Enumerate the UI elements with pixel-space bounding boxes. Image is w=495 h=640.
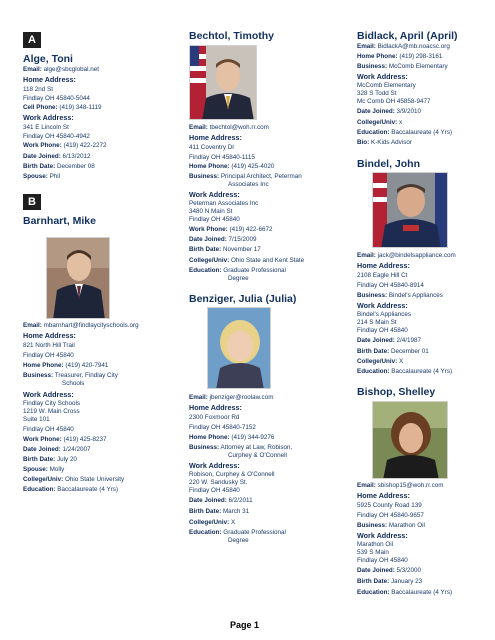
birth-date-row: Birth Date: November 17: [189, 246, 261, 253]
work-line-1: Robison, Curphey & O'Connell: [189, 471, 275, 478]
business-row: Business: Treasurer, Findlay City: [23, 372, 118, 379]
college-row: College/Univ: X: [357, 358, 404, 365]
birth-date-row: Birth Date: March 31: [189, 508, 250, 515]
member-photo-bindel: [372, 172, 448, 248]
section-letter-b: B: [23, 192, 41, 210]
section-letter-a: A: [23, 30, 41, 48]
email-row: Email: tbechtol@woh.rr.com: [189, 124, 269, 131]
home-line-1: 411 Coventry Dr: [189, 144, 235, 151]
date-joined-row: Date Joined: 6/13/2012: [23, 153, 91, 160]
email-value[interactable]: tbechtol@woh.rr.com: [209, 124, 269, 131]
education-row: Education: Baccalaureate (4 Yrs): [23, 486, 119, 493]
portrait-man-suit-icon: [47, 238, 110, 319]
work-line-3: Findlay OH 45840: [357, 557, 408, 564]
home-line-1: 2300 Foxmoor Rd: [189, 414, 240, 421]
home-line-2: Findlay OH 45840-9657: [357, 512, 424, 519]
work-line-2: 214 S Main St: [357, 319, 397, 326]
education-row-cont: Degree: [228, 537, 249, 544]
spouse-row: Spouse: Phil: [23, 173, 61, 180]
education-row: Education: Graduate Professional: [189, 529, 286, 536]
email-value[interactable]: BidlackA@mb.noacsc.org: [377, 43, 450, 50]
member-name-bishop: Bishop, Shelley: [357, 386, 436, 398]
member-name-barnhart: Barnhart, Mike: [23, 215, 96, 227]
email-value[interactable]: alge@sbcglobal.net: [43, 66, 100, 73]
business-row: Business: Marathon Oil: [357, 522, 425, 529]
birth-date-row: Birth Date: July 20: [23, 456, 77, 463]
work-address-header: Work Address:: [189, 461, 240, 470]
education-row: Education: Baccalaureate (4 Yrs): [357, 589, 453, 596]
education-row: Education: Baccalaureate (4 Yrs): [357, 129, 453, 136]
work-address-header: Work Address:: [23, 390, 74, 399]
date-joined-row: Date Joined: 1/24/2007: [23, 446, 91, 453]
business-row: Business: Attorney at Law, Robison,: [189, 444, 293, 451]
member-photo-bishop: [372, 401, 448, 479]
work-line-2: Findlay OH 45840-4942: [23, 133, 90, 140]
portrait-woman-outdoor-icon: [373, 402, 448, 479]
work-line-1: Marathon Oil: [357, 541, 394, 548]
work-line-1: Findlay City Schools: [23, 400, 81, 407]
home-line-1: 2108 Eagle Hill Ct: [357, 272, 408, 279]
home-address-header: Home Address:: [357, 261, 410, 270]
member-photo-benziger: [207, 307, 271, 389]
home-phone-row: Home Phone: (419) 298-3161: [357, 53, 443, 60]
member-name-benziger: Benziger, Julia (Julia): [189, 293, 297, 305]
work-address-header: Work Address:: [357, 72, 408, 81]
college-row: College/Univ: X: [189, 519, 236, 526]
email-value[interactable]: sbishop15@woh.rr.com: [377, 482, 444, 489]
work-line-4: Findlay OH 45840: [23, 426, 74, 433]
home-line-2: Findlay OH 45840: [23, 352, 74, 359]
email-value[interactable]: jack@bindelsappliance.com: [377, 252, 456, 259]
email-value[interactable]: mbarnhart@findlaycityschools.org: [43, 322, 139, 329]
email-value[interactable]: jbenziger@roolaw.com: [209, 394, 274, 401]
business-row-cont: Curphey & O'Connell: [228, 452, 287, 459]
education-row: Education: Baccalaureate (4 Yrs): [357, 368, 453, 375]
date-joined-row: Date Joined: 3/9/2010: [357, 108, 422, 115]
email-row: Email: BidlackA@mb.noacsc.org: [357, 43, 450, 50]
page-number: Page 1: [230, 620, 260, 630]
education-row: Education: Graduate Professional: [189, 267, 286, 274]
email-row: Email: jack@bindelsappliance.com: [357, 252, 456, 259]
home-line-1: 118 2nd St: [23, 86, 53, 93]
birth-date-row: Birth Date: December 08: [23, 163, 95, 170]
bio-row: Bio: K-Kids Advisor: [357, 139, 412, 146]
birth-date-row: Birth Date: January 23: [357, 578, 423, 585]
portrait-woman-icon: [208, 308, 271, 389]
home-address-header: Home Address:: [189, 133, 242, 142]
member-name-bidlack: Bidlack, April (April): [357, 30, 458, 42]
home-line-2: Findlay OH 45840-1115: [189, 154, 255, 161]
college-row: College/Univ: Ohio State University: [23, 476, 125, 483]
portrait-man-flag-icon: [373, 173, 448, 248]
work-line-2: 1219 W. Main Cross: [23, 408, 80, 415]
home-address-header: Home Address:: [23, 331, 76, 340]
work-phone-row: Work Phone: (419) 422-6672: [189, 226, 273, 233]
business-row: Business: Bindel's Appliances: [357, 292, 443, 299]
birth-date-row: Birth Date: December 01: [357, 348, 429, 355]
business-row: Business: McComb Elementary: [357, 63, 448, 70]
home-address-header: Home Address:: [357, 491, 410, 500]
work-phone-row: Work Phone: (419) 425-8237: [23, 436, 107, 443]
work-address-header: Work Address:: [189, 190, 240, 199]
work-line-1: Bindel's Appliances: [357, 311, 412, 318]
work-line-3: Findlay OH 45840: [357, 327, 408, 334]
member-name-bechtol: Bechtol, Timothy: [189, 30, 274, 42]
work-line-3: Suite 101: [23, 416, 50, 423]
business-row: Business: Principal Architect, Peterman: [189, 173, 302, 180]
college-row: College/Univ: x: [357, 119, 403, 126]
home-line-1: 5925 County Road 139: [357, 502, 422, 509]
work-line-1: 341 E Lincoln St: [23, 124, 69, 131]
member-name-alge: Alge, Toni: [23, 53, 73, 65]
home-address-header: Home Address:: [189, 403, 242, 412]
work-address-header: Work Address:: [357, 531, 408, 540]
email-row: Email: mbarnhart@findlaycityschools.org: [23, 322, 139, 329]
spouse-row: Spouse: Molly: [23, 466, 65, 473]
work-line-2: 3480 N Main St: [189, 208, 233, 215]
date-joined-row: Date Joined: 5/3/2000: [357, 567, 422, 574]
work-phone-row: Work Phone: (419) 422-2272: [23, 142, 107, 149]
work-line-3: Findlay OH 45840: [189, 487, 240, 494]
portrait-man-flag-icon: [190, 46, 257, 120]
cell-phone-row: Cell Phone: (419) 348-1119: [23, 104, 102, 111]
date-joined-row: Date Joined: 7/15/2009: [189, 236, 257, 243]
home-phone-row: Home Phone: (419) 344-9276: [189, 434, 275, 441]
email-row: Email: jbenziger@roolaw.com: [189, 394, 274, 401]
date-joined-row: Date Joined: 6/2/2011: [189, 497, 253, 504]
work-address-header: Work Address:: [23, 113, 74, 122]
college-row: College/Univ: Ohio State and Kent State: [189, 257, 305, 264]
member-photo-barnhart: [46, 237, 110, 319]
business-row-cont: Associates Inc: [228, 181, 269, 188]
home-phone-row: Home Phone: (419) 420-7941: [23, 362, 109, 369]
work-line-1: McComb Elementary: [357, 82, 416, 89]
home-line-2: Findlay OH 45840-7152: [189, 424, 256, 431]
work-line-2: 539 S Main: [357, 549, 389, 556]
business-row-cont: Schools: [62, 380, 85, 387]
home-line-2: Findlay OH 45840-5044: [23, 95, 90, 102]
work-line-3: Mc Comb OH 45858-9477: [357, 98, 431, 105]
education-row-cont: Degree: [228, 275, 249, 282]
member-name-bindel: Bindel, John: [357, 158, 420, 170]
work-line-2: 328 S Todd St: [357, 90, 397, 97]
member-photo-bechtol: [189, 45, 257, 120]
work-line-3: Findlay OH 45840: [189, 216, 240, 223]
date-joined-row: Date Joined: 2/4/1987: [357, 337, 422, 344]
work-line-2: 220 W. Sandusky St.: [189, 479, 248, 486]
work-address-header: Work Address:: [357, 301, 408, 310]
work-line-1: Peterman Associates Inc: [189, 200, 259, 207]
home-line-2: Findlay OH 45840-8914: [357, 282, 424, 289]
home-address-header: Home Address:: [23, 75, 76, 84]
home-line-1: 821 North Hill Trail: [23, 342, 75, 349]
home-phone-row: Home Phone: (419) 425-4020: [189, 163, 275, 170]
email-row: Email: sbishop15@woh.rr.com: [357, 482, 444, 489]
email-row: Email: alge@sbcglobal.net: [23, 66, 100, 73]
